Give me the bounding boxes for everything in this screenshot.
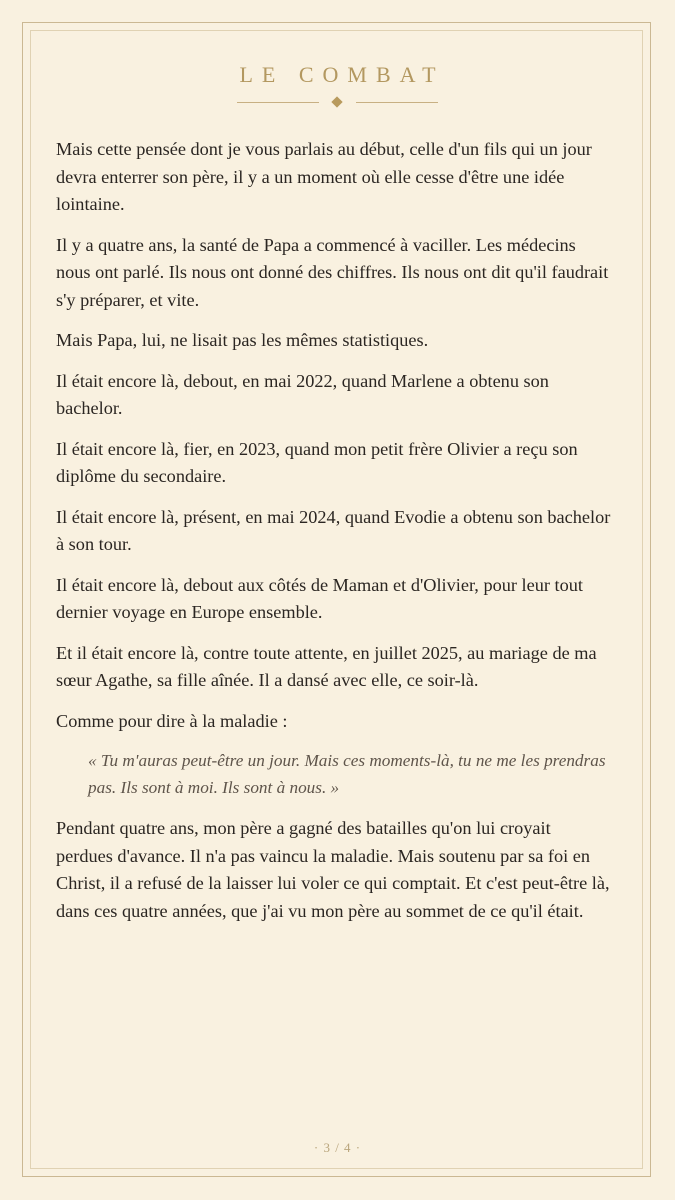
- ornament-line-left: [237, 102, 319, 103]
- paragraph: Il était encore là, fier, en 2023, quand mon petit frère Olivier a reçu son diplôme du secondaire.: [56, 438, 578, 486]
- closing-paragraph: Pendant quatre ans, mon père a gagné des batailles qu'on lui croyait perdues d'avance. Il n'a pas vaincu la maladie. Mais soutenu par sa foi en Christ, il a refusé de la laisser lui voler ce qui comptait. Et c'est peut-être là, dans ces quatre années, que j'ai vu mon père au sommet de ce qu'il était.: [56, 818, 610, 921]
- ornament-line-right: [356, 102, 438, 103]
- paragraph: Il était encore là, debout aux côtés de Maman et d'Olivier, pour leur tout dernier voyage en Europe ensemble.: [56, 574, 583, 622]
- paragraph: Il était encore là, debout, en mai 2022, quand Marlene a obtenu son bachelor.: [56, 370, 549, 418]
- page-body: [56, 136, 612, 938]
- paragraph: Il était encore là, présent, en mai 2024, quand Evodie a obtenu son bachelor à son tour.: [56, 506, 611, 554]
- page-title: LE COMBAT: [239, 62, 445, 87]
- page-indicator: · 3 / 4 ·: [313, 1140, 362, 1155]
- quote-block: « Tu m'auras peut-être un jour. Mais ces moments-là, tu ne me les prendras pas. Ils sont à moi. Ils sont à nous. »: [88, 751, 606, 797]
- title-ornament: [0, 96, 675, 110]
- paragraph: Mais cette pensée dont je vous parlais au début, celle d'un fils qui un jour devra enterrer son père, il y a un moment où elle cesse d'être une idée lointaine.: [56, 139, 592, 214]
- diamond-icon: [331, 96, 342, 107]
- paragraph: Et il était encore là, contre toute attente, en juillet 2025, au mariage de ma sœur Agathe, sa fille aînée. Il a dansé avec elle, ce soir-là.: [56, 642, 597, 690]
- paragraph: Il y a quatre ans, la santé de Papa a commencé à vaciller. Les médecins nous ont parlé. Ils nous ont donné des chiffres. Ils nous ont dit qu'il faudrait s'y préparer, et vite.: [56, 234, 609, 310]
- paragraph: Mais Papa, lui, ne lisait pas les mêmes statistiques.: [56, 330, 429, 350]
- paragraph: Comme pour dire à la maladie :: [56, 710, 288, 731]
